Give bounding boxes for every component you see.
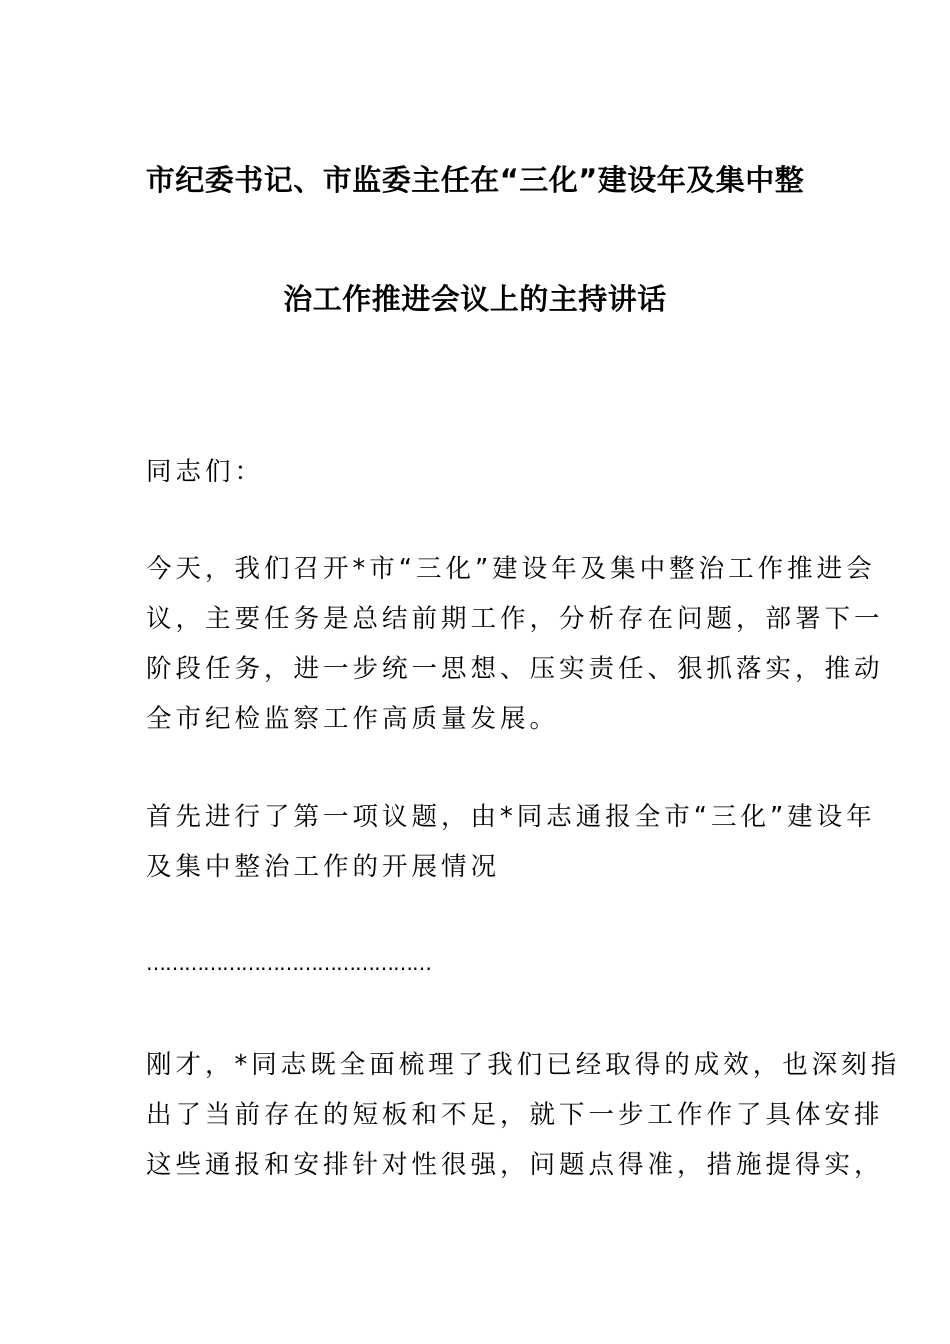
paragraph-line: 阶段任务，进一步统一思想、压实责任、狠抓落实，推动 [146,654,884,684]
paragraph-line: 全市纪检监察工作高质量发展。 [146,704,560,734]
paragraph-line: 首先进行了第一项议题，由*同志通报全市“三化”建设年 [146,802,876,832]
ellipsis-separator: ……………………………………… [146,951,431,975]
paragraph-line: 出了当前存在的短板和不足，就下一步工作作了具体安排 [146,1100,884,1130]
paragraph-line: 今天，我们召开*市“三化”建设年及集中整治工作推进会 [146,554,876,584]
salutation: 同志们： [146,457,265,487]
document-title-line-2: 治工作推进会议上的主持讲话 [283,282,667,316]
paragraph-line: 这些通报和安排针对性很强，问题点得准，措施提得实， [146,1150,884,1180]
paragraph-line: 议，主要任务是总结前期工作，分析存在问题，部署下一 [146,604,884,634]
paragraph-line: 刚才，*同志既全面梳理了我们已经取得的成效，也深刻指 [146,1050,901,1080]
document-title-line-1: 市纪委书记、市监委主任在“三化”建设年及集中整 [145,163,805,197]
paragraph-line: 及集中整治工作的开展情况 [146,852,501,882]
